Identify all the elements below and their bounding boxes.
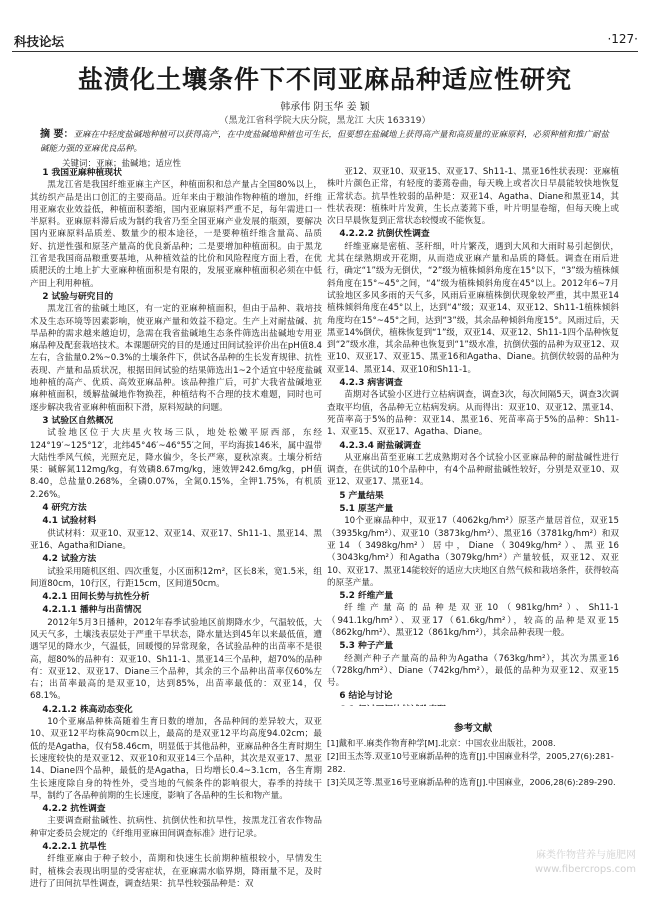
paper-title: 盐渍化土壤条件下不同亚麻品种适应性研究 (77, 65, 572, 94)
references-title: 参考文献 (453, 723, 492, 734)
paragraph: 纤维产量高的品种是双亚10（981kg/hm²）、Sh11-1（941.1kg/hm²）、双亚17（61.6kg/hm²），较高的品种是双亚15（862kg/hm²）、黑亚12（861kg/hm²），其余品种表现一般。 (327, 603, 619, 638)
keywords-label: 关键词： (62, 159, 97, 169)
paragraph: 亚12、双亚10、双亚15、双亚17、Sh11-1、黑亚16性状表现：亚麻植株叶片颜色正常，有轻度的萎蔫卷曲，每天晚上或者次日早晨能较快地恢复正常状态。抗旱性较弱的品种是：双亚14、Agatha、Diane和黑亚14，其性状表现：植株叶片发黄，生长点萎蔫下垂，叶片明显卷缩，但每天晚上或次日早晨恢复到正常状态较慢或不能恢复。 (327, 167, 619, 227)
paragraph: 主要调查耐盐碱性、抗病性、抗倒伏性和抗旱性，按黑龙江省农作物品种审定委员会规定的《纤维用亚麻田间调查标准》进行记录。 (30, 816, 322, 839)
section-heading: 4.2.2.2 抗倒伏性调查 (339, 229, 430, 240)
keywords-text: 亚麻；盐碱地；适应性 (96, 159, 182, 169)
section-label: 科技论坛 (14, 34, 65, 49)
paragraph: 黑龙江省是我国纤维亚麻主产区，种植面积和总产量占全国80%以上，其纺织产品是出口创汇的主要商品。近年来由于粮油作物种植的增加，纤维用亚麻农业效益低，种植面积萎缩，国内亚麻原料严重不足，每年需进口一半原料。亚麻原料滞后成为制约我省乃至全国亚麻产业发展的瓶颈，要解决国内亚麻原料品质差、数量少的根本途径，一是要种植纤维含量高、品质好、抗逆性强和原茎产量高的优良新品种；二是要增加种植面积。由于黑龙江省是我国商品粮重要基地，从种植效益的比价和风险程度方面上看，在优质肥沃的土地上扩大亚麻种植面积是有限的，发展亚麻种植面积必须在中低产田上利用种植。 (30, 180, 322, 289)
section-heading: 5.1 原茎产量 (339, 504, 394, 515)
section-heading: 3 试验区自然概况 (42, 415, 114, 426)
watermark-line: 麻类作物营养与施肥网 (536, 850, 636, 861)
section-heading (327, 704, 619, 706)
page-number: ·127· (607, 32, 638, 46)
section-heading: 1 我国亚麻种植现状 (42, 168, 122, 178)
paragraph: 供试材料：双亚10、双亚12、双亚14、双亚17、Sh11-1、黑亚14、黑亚16、Agatha和Diane。 (30, 528, 322, 551)
abstract-text: 亚麻在中轻度盐碱地种植可以获得高产，在中度盐碱地种植也可生长，但要想在盐碱地上获得高产量和高质量的亚麻原料，必须种植和推广耐盐碱能力强的亚麻优良品种。 (40, 130, 609, 154)
page-header (12, 30, 638, 52)
authors: 韩承伟 阴玉华 姜 颖 (280, 102, 370, 113)
paragraph: 纤维亚麻由于种子较小，苗期和快速生长前期种植根较小，早情发生时，植株会表现出明显的受害症状，在亚麻需水临界期，降雨量不足，及时进行了田间抗旱性调查，调查结果：抗旱性较强品种是：双 (30, 854, 322, 888)
paragraph: 试验地区位于大庆星火牧场三队，地处松嫩平原西部，东经124°19′~125°12′，北纬45°46′~46°55′之间，平均海拔146米，属中温带大陆性季风气候，光照充足，降水偏少，冬长严寒，夏秋凉爽。土壤分析结果：碱解氮112mg/kg，有效磷8.67mg/kg，速效钾242.6mg/kg，pH值8.40，总盐量0.268%，全磷0.07%，全氮0.15%，全钾1.75%，有机质2.26%。 (30, 428, 322, 500)
section-heading: 5 产量结果 (339, 490, 384, 501)
section-heading: 5.2 纤维产量 (339, 591, 394, 602)
section-heading: 4.1 试验材料 (42, 516, 97, 527)
header-rule (12, 51, 638, 52)
abstract-label: 摘 要： (40, 129, 74, 140)
section-heading: 4.2.3.4 耐盐碱调查 (339, 440, 421, 451)
section-heading: 4.2.1 田间长势与抗性分析 (42, 592, 150, 603)
watermark (535, 849, 636, 877)
paragraph: 2012年5月3日播种，2012年春季试验地区前期降水少，气温较低，大风天气多，土壤浅表层处于严重干旱状态，降水量达到45年以来最低值，遭遇罕见的降水少，气温低，回暖慢的异常现象，各试验品种的出苗率不是很高，超80%的品种有：双亚10、Sh11-1、黑亚14三个品种，超70%的品种有：双亚12、双亚17、Diane三个品种，其余的三个品种出苗率仅60%左右；出苗率最高的是双亚10，达到85%，出苗率最低的：双亚14，仅68.1%。 (30, 617, 322, 702)
reference-item: [1]戴和平.麻类作物育种学[M].北京：中国农业出版社，2008. (327, 738, 556, 748)
paragraph: 经测产种子产量高的品种为Agatha（763kg/hm²），其次为黑亚16（728kg/hm²）、Diane（742kg/hm²），最低的品种为双亚12、双亚15号。 (327, 653, 619, 689)
section-heading: 4.2.2.1 抗旱性 (42, 842, 107, 853)
affiliation: （黑龙江省科学院大庆分院，黑龙江 大庆 163319） (219, 116, 431, 126)
section-heading: 4.2.1.1 播种与出苗情况 (42, 605, 142, 616)
section-heading: 6 结论与讨论 (339, 691, 393, 702)
paragraph: 纤维亚麻是密植、茎秆细，叶片繁茂，遇到大风和大雨时易引起倒伏，尤其在绿熟期或开花期，从而造成亚麻产量和品质的降低。调查在雨后进行，确定“1”级为无倒伏，“2”级为植株倾斜角度在15°以下，“3”级为植株倾斜角度在15°~45°之间，“4”级为植株倾斜角度在45°以上。2012年6~7月试验地区多风多雨的天气多，风雨后亚麻植株倒伏现象较严重，其中黑亚14植株倾斜角度在45°以上，达到“4”级；双亚14、双亚12、Sh11-1植株倾斜角度均在15°~45°之间，达到“3”级，其余品种倾斜角度15°。风雨过后，天黑亚14%倒伏，植株恢复到“1”级，双亚14、双亚12、Sh11-1四个品种恢复到“2”级水准，其余品种也恢复到“1”级水准，抗倒伏强的品种为双亚12、双亚10、双亚17、双亚15、黑亚16和Agatha、Diane。抗倒伏较弱的品种为双亚14、黑亚14、双亚10和Sh11-1。 (327, 241, 619, 375)
paragraph: 试验采用随机区组、四次重复，小区面积12m²，区长8米，宽1.5米，组间道80cm，10行区，行距15cm，区间道50cm。 (30, 566, 322, 589)
paragraph: 从亚麻出苗至亚麻工艺成熟期对各个试验小区亚麻品种的耐盐碱性进行调查，在供试的10个品种中，有4个品种耐盐碱性较好，分别是双亚10、双亚12、双亚17、黑亚14。 (327, 452, 619, 488)
abstract (40, 128, 612, 156)
reference-item: [2]田玉杰等.双亚10号亚麻新品种的选育[J].中国麻业科学，2005,27(6):281-282. (327, 751, 614, 774)
body-column-right (327, 166, 619, 706)
section-heading: 4.2.2 抗性调查 (42, 804, 106, 815)
section-heading: 2 试验与研究目的 (42, 291, 114, 302)
reference-item: [3]关凤芝等.黑亚16号亚麻新品种的选育[J].中国麻业，2006,28(6):289-290. (327, 777, 616, 787)
section-heading: 5.3 种子产量 (339, 641, 394, 652)
section-heading: 4.2.3 病害调查 (339, 378, 403, 389)
paragraph: 10个亚麻品种中，双亚17（4062kg/hm²）原茎产量居首位，双亚15（3935kg/hm²）、双亚10（3873kg/hm²）、黑亚16（3781kg/hm²）和双亚14（3498kg/hm²）居中，Diane（3049kg/hm²）、黑亚16（3043kg/hm²）和Agatha（3079kg/hm²）产量较低，双亚12、双亚10、双亚17、黑亚14能较好的适应大庆地区自然气候和栽培条件，获得较高的原茎产量。 (327, 516, 619, 588)
watermark-line: www.fibercrops.com (534, 864, 636, 875)
paragraph: 苗期对各试验小区进行立枯病调查，调查3次，每次间隔5天，调查3次调查取平均值，各品种无立枯病发病。从而得出：双亚10、双亚12、黑亚14、死苗率高于5%的品种：双亚14、黑亚16、死苗率高于5%的品种：Sh11-1、双亚15、双亚17、Agatha、Diane。 (327, 390, 619, 438)
section-heading: 4 研究方法 (42, 503, 87, 514)
paragraph: 10个亚麻品种株高随着生育日数的增加，各品种间的差异较大，双亚10、双亚12平均株高90cm以上，最高的是双亚12平均高度94.02cm；最低的是Agatha，仅有58.46cm，明显低于其他品种，亚麻品种各生育时期生长速度较快的是双亚12、双亚10和双亚14三个品种，其次是双亚17、黑亚14、Diane四个品种，最低的是Agatha，日均增长0.4~3.1cm，各生育期生长速度除自身的特性外，受当地的气候条件的影响很大，春季的持续干旱，制约了各品种前期的生长速度，影响了各品种的生长和物产量。 (30, 717, 322, 801)
body-column-left (30, 166, 322, 888)
references (327, 722, 619, 789)
paragraph: 黑龙江省的盐碱土地区，有一定的亚麻种植面积，但由于品种、栽培技术及生态环境等因素影响，使亚麻产量和效益不稳定。生产上对耐盐碱、抗旱品种的需求越来越迫切，急需在我省盐碱地生态条件筛选出盐碱地专用亚麻品种及配套栽培技术。本课题研究的目的是通过田间试验评价出在pH值8.4左右，含盐量0.2%~0.3%的土壤条件下，供试各品种的生长发育规律、抗性表现、产量和品质状况，根据田间试验的结果筛选出1~2个适宜中轻度盐碱地种植的高产、优质、高效亚麻品种。该品种推广后，可扩大我省盐碱地亚麻种植面积，缓解盐碱地作物换茬，种植结构不合理的技术难题，同时也可逐步解决我省亚麻种植面积下滑，原料短缺的问题。 (30, 304, 322, 413)
section-heading: 4.2 试验方法 (42, 554, 97, 565)
section-heading: 4.2.1.2 株高动态变化 (42, 704, 133, 715)
